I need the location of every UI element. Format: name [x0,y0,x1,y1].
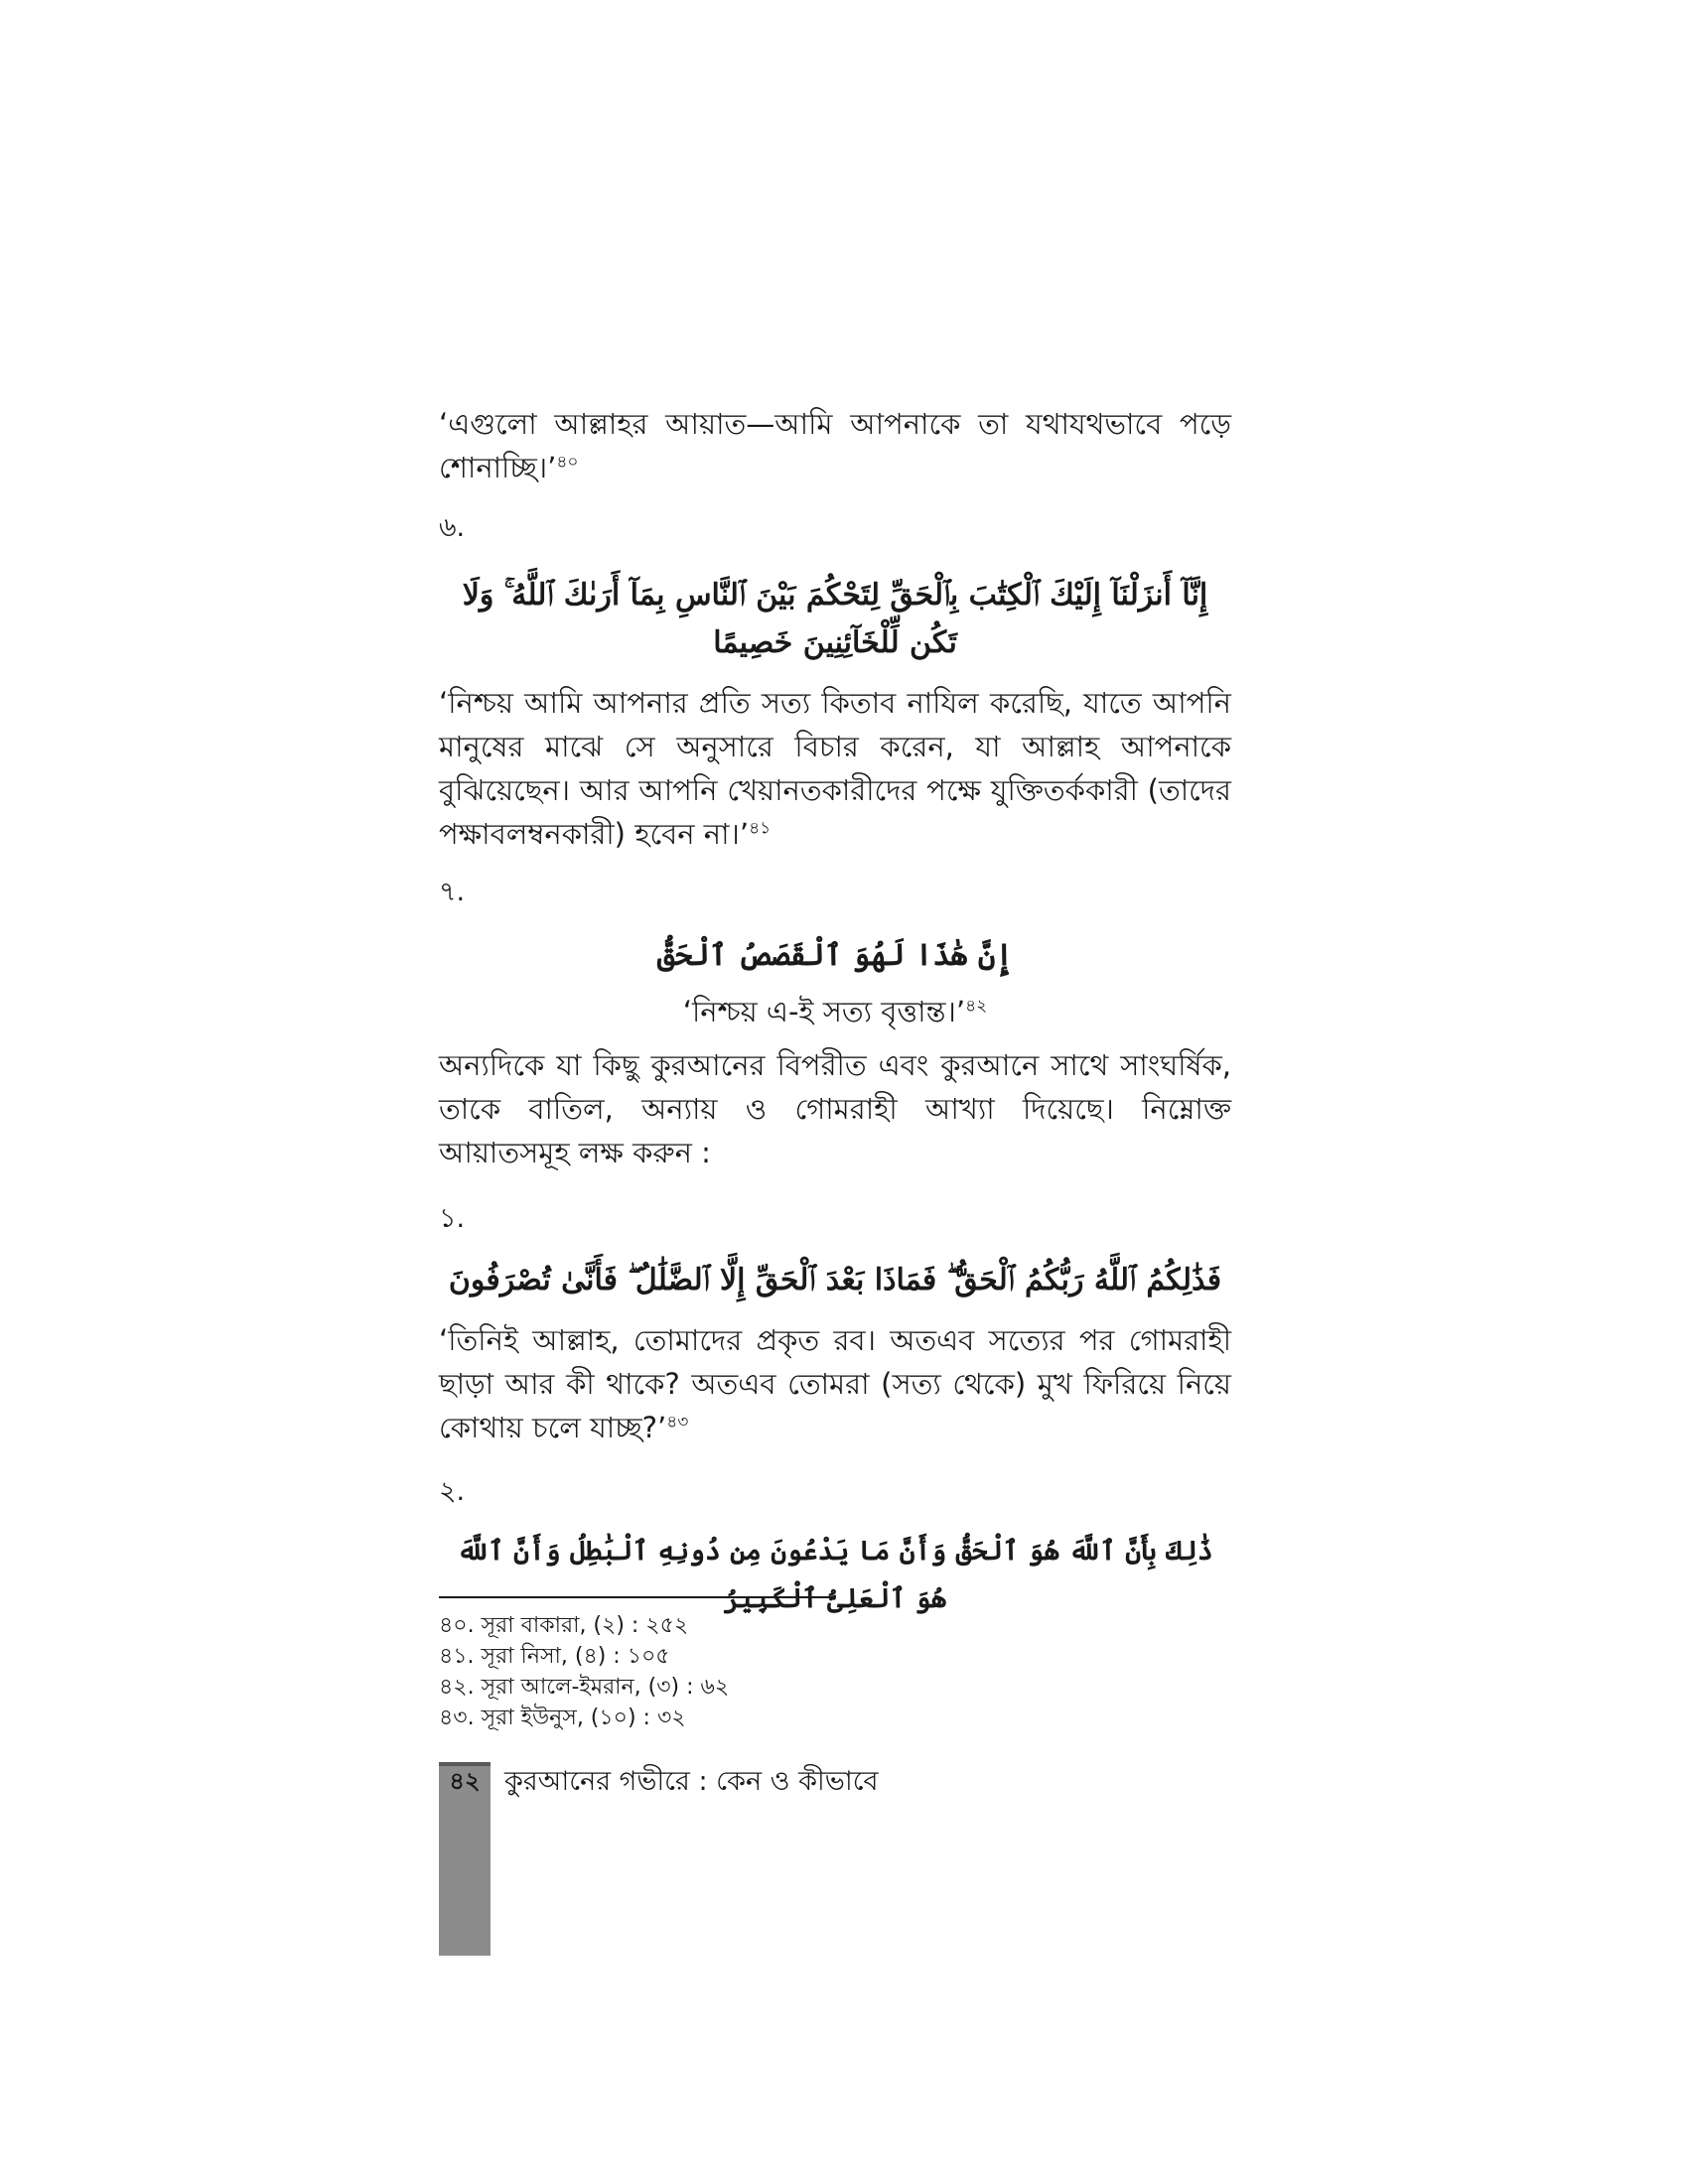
arabic-verse: إِنَّ هَٰذَا لَهُوَ ٱلْقَصَصُ ٱلْحَقُّ [656,938,1014,973]
quote-text: ‘এগুলো আল্লাহর আয়াত—আমি আপনাকে তা যথাযথভাবে পড়ে শোনাচ্ছি।’ [439,407,1231,484]
footnote: ৪০. সূরা বাকারা, (২) : ২৫২ [439,1613,689,1638]
footnote: ৪৩. সূরা ইউনুস, (১০) : ৩২ [439,1706,686,1730]
page-footer [439,1765,879,1801]
footnote: ৪২. সূরা আলে-ইমরান, (৩) : ৬২ [439,1675,730,1700]
footnote-ref: ৪১ [749,818,772,839]
footnotes [439,1610,935,1733]
arabic-verse: ذَٰلِكَ بِأَنَّ ٱللَّهَ هُوَ ٱلْحَقُّ وَأَنَّ مَا يَدْعُونَ مِن دُونِهِ ٱلْبَٰطِلُ وَأَنَّ ٱللَّهَ هُوَ ٱلْعَلِىُّ ٱلْكَبِيرُ [457,1536,1213,1614]
footnote-divider [439,1596,834,1598]
footnote: ৪১. সূরা নিসা, (৪) : ১০৫ [439,1644,670,1669]
page-number: ৪২ [449,1767,481,1795]
footnote-ref: ৪০ [556,452,579,473]
item-number: ৭. [439,877,466,907]
translation-text: ‘তিনিই আল্লাহ, তোমাদের প্রকৃত রব। অতএব সত্যের পর গোমরাহী ছাড়া আর কী থাকে? অতএব তোমরা (সত্য থেকে) মুখ ফিরিয়ে নিয়ে কোথায় চলে যাচ্ছ?’ [439,1323,1231,1444]
footnote-ref: ৪২ [965,996,988,1017]
translation-text: ‘নিশ্চয় এ-ই সত্য বৃত্তান্ত।’ [682,995,966,1028]
page-body [439,402,1231,1623]
translation-paragraph [439,1318,1231,1449]
body-paragraph: অন্যদিকে যা কিছু কুরআনের বিপরীত এবং কুরআনে সাথে সাংঘর্ষিক, তাকে বাতিল, অন্যায় ও গোমরাহী আখ্যা দিয়েছে। নিম্নোক্ত আয়াতসমূহ লক্ষ করুন : [439,1048,1231,1169]
footnote-ref: ৪৩ [666,1412,689,1433]
translation-paragraph [439,681,1231,856]
item-number: ২. [439,1476,466,1507]
item-number: ৬. [439,512,466,543]
running-title: কুরআনের গভীরে : কেন ও কীভাবে [504,1765,879,1797]
arabic-verse: إِنَّآ أَنزَلْنَآ إِلَيْكَ ٱلْكِتَٰبَ بِٱلْحَقِّ لِتَحْكُمَ بَيْنَ ٱلنَّاسِ بِمَآ أَرَىٰكَ ٱللَّهُ ۚ وَلَا تَكُن لِّلْخَآئِنِينَ خَصِيمًا [462,578,1208,660]
translation-text: ‘নিশ্চয় আমি আপনার প্রতি সত্য কিতাব নাযিল করেছি, যাতে আপনি মানুষের মাঝে সে অনুসারে বিচার করেন, যা আল্লাহ আপনাকে বুঝিয়েছেন। আর আপনি খেয়ানতকারীদের পক্ষে যুক্তিতর্ককারী (তাদের পক্ষাবলম্বনকারী) হবেন না।’ [439,686,1231,851]
quote-paragraph [439,402,1231,489]
translation-paragraph [439,990,1231,1033]
item-number: ১. [439,1203,466,1234]
arabic-verse: فَذَٰلِكُمُ ٱللَّهُ رَبُّكُمُ ٱلْحَقُّ ۖ فَمَاذَا بَعْدَ ٱلْحَقِّ إِلَّا ٱلضَّلَٰلُ ۖ فَأَنَّىٰ تُصْرَفُونَ [448,1263,1222,1297]
